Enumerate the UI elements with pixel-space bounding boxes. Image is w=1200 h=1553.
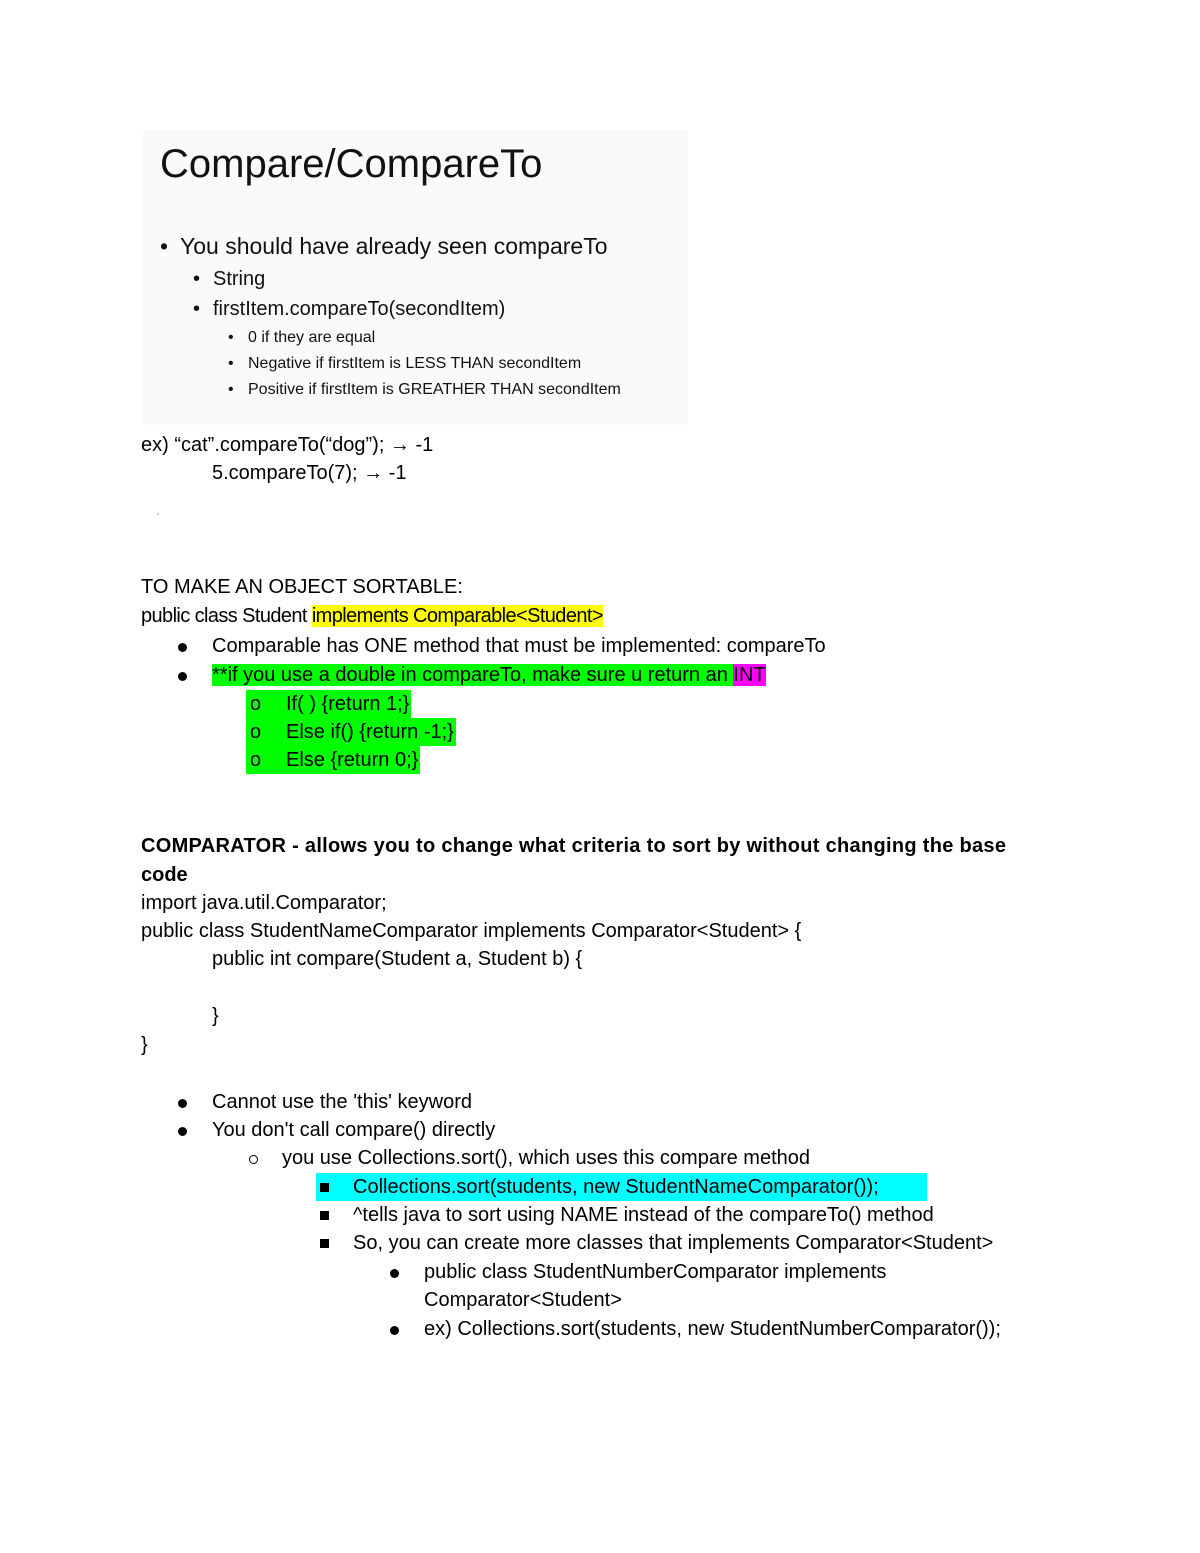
code-line-3: public int compare(Student a, Student b) { [212, 948, 583, 970]
sortable-sub-2: o Else if() {return -1;} [246, 718, 456, 746]
bullet-icon [178, 672, 187, 681]
comparator-bullet-2: You don't call compare() directly [212, 1119, 496, 1141]
bullet-icon: • [228, 355, 234, 372]
code-line-1: import java.util.Comparator; [141, 892, 387, 914]
bullet-icon [390, 1326, 399, 1335]
circle-bullet-icon: o [250, 721, 262, 743]
bullet-icon: • [193, 298, 201, 320]
stray-mark: ' [157, 512, 159, 523]
slide-bullet-6: • Positive if firstItem is GREATHER THAN secondItem [228, 381, 621, 398]
comparator-square-3: So, you can create more classes that implements Comparator<Student> [353, 1232, 994, 1254]
circle-bullet-icon: o [250, 749, 262, 771]
slide-bullet-5: • Negative if firstItem is LESS THAN secondItem [228, 355, 582, 372]
comparator-heading-2: code [141, 864, 188, 886]
highlight-int: INT [733, 664, 766, 686]
comparator-dot-1a: public class StudentNumberComparator implements [424, 1261, 887, 1283]
comparator-heading-1: COMPARATOR - allows you to change what criteria to sort by without changing the base [141, 835, 1007, 857]
square-bullet-icon [320, 1211, 329, 1220]
comparator-square-2: ^tells java to sort using NAME instead of the compareTo() method [353, 1204, 934, 1226]
sortable-class-line: public class Student implements Comparable<Student> [141, 605, 603, 627]
comparator-bullet-1: Cannot use the 'this' keyword [212, 1091, 472, 1113]
sortable-bullet-1: Comparable has ONE method that must be implemented: compareTo [212, 635, 826, 657]
sortable-sub-1: o If( ) {return 1;} [246, 690, 411, 718]
example-line-2: 5.compareTo(7); → -1 [212, 462, 407, 484]
comparator-dot-1b: Comparator<Student> [424, 1289, 622, 1311]
sortable-heading: TO MAKE AN OBJECT SORTABLE: [141, 576, 463, 598]
square-bullet-icon [320, 1239, 329, 1248]
sortable-bullet-2: **if you use a double in compareTo, make sure u return an INT [212, 664, 766, 686]
highlight-implements: implements Comparable<Student> [311, 605, 603, 627]
comparator-dot-2: ex) Collections.sort(students, new StudentNumberComparator()); [424, 1318, 1001, 1340]
bullet-icon: • [228, 329, 234, 346]
example-line-1: ex) “cat”.compareTo(“dog”); → -1 [141, 434, 434, 456]
square-bullet-icon [320, 1183, 329, 1192]
bullet-icon [390, 1269, 399, 1278]
comparator-square-1: Collections.sort(students, new StudentNameComparator()); [353, 1176, 879, 1198]
sortable-sub-3: o Else {return 0;} [246, 746, 420, 774]
code-line-4: } [212, 1005, 219, 1027]
slide-title: Compare/CompareTo [160, 142, 543, 186]
slide-bullet-1: • You should have already seen compareTo [160, 233, 608, 259]
bullet-icon: • [193, 268, 201, 290]
bullet-icon [178, 1099, 187, 1108]
code-line-2: public class StudentNameComparator implements Comparator<Student> { [141, 920, 802, 942]
circle-bullet-icon: o [250, 693, 262, 715]
bullet-icon [178, 1127, 187, 1136]
bullet-icon [178, 643, 187, 652]
comparator-sub-1: you use Collections.sort(), which uses this compare method [282, 1147, 811, 1169]
bullet-icon: • [160, 233, 169, 259]
slide-bullet-3: • firstItem.compareTo(secondItem) [193, 298, 506, 320]
code-line-5: } [141, 1034, 148, 1056]
circle-bullet-icon [249, 1155, 258, 1164]
slide-bullet-4: • 0 if they are equal [228, 329, 376, 346]
slide-bullet-2: • String [193, 268, 266, 290]
bullet-icon: • [228, 381, 234, 398]
